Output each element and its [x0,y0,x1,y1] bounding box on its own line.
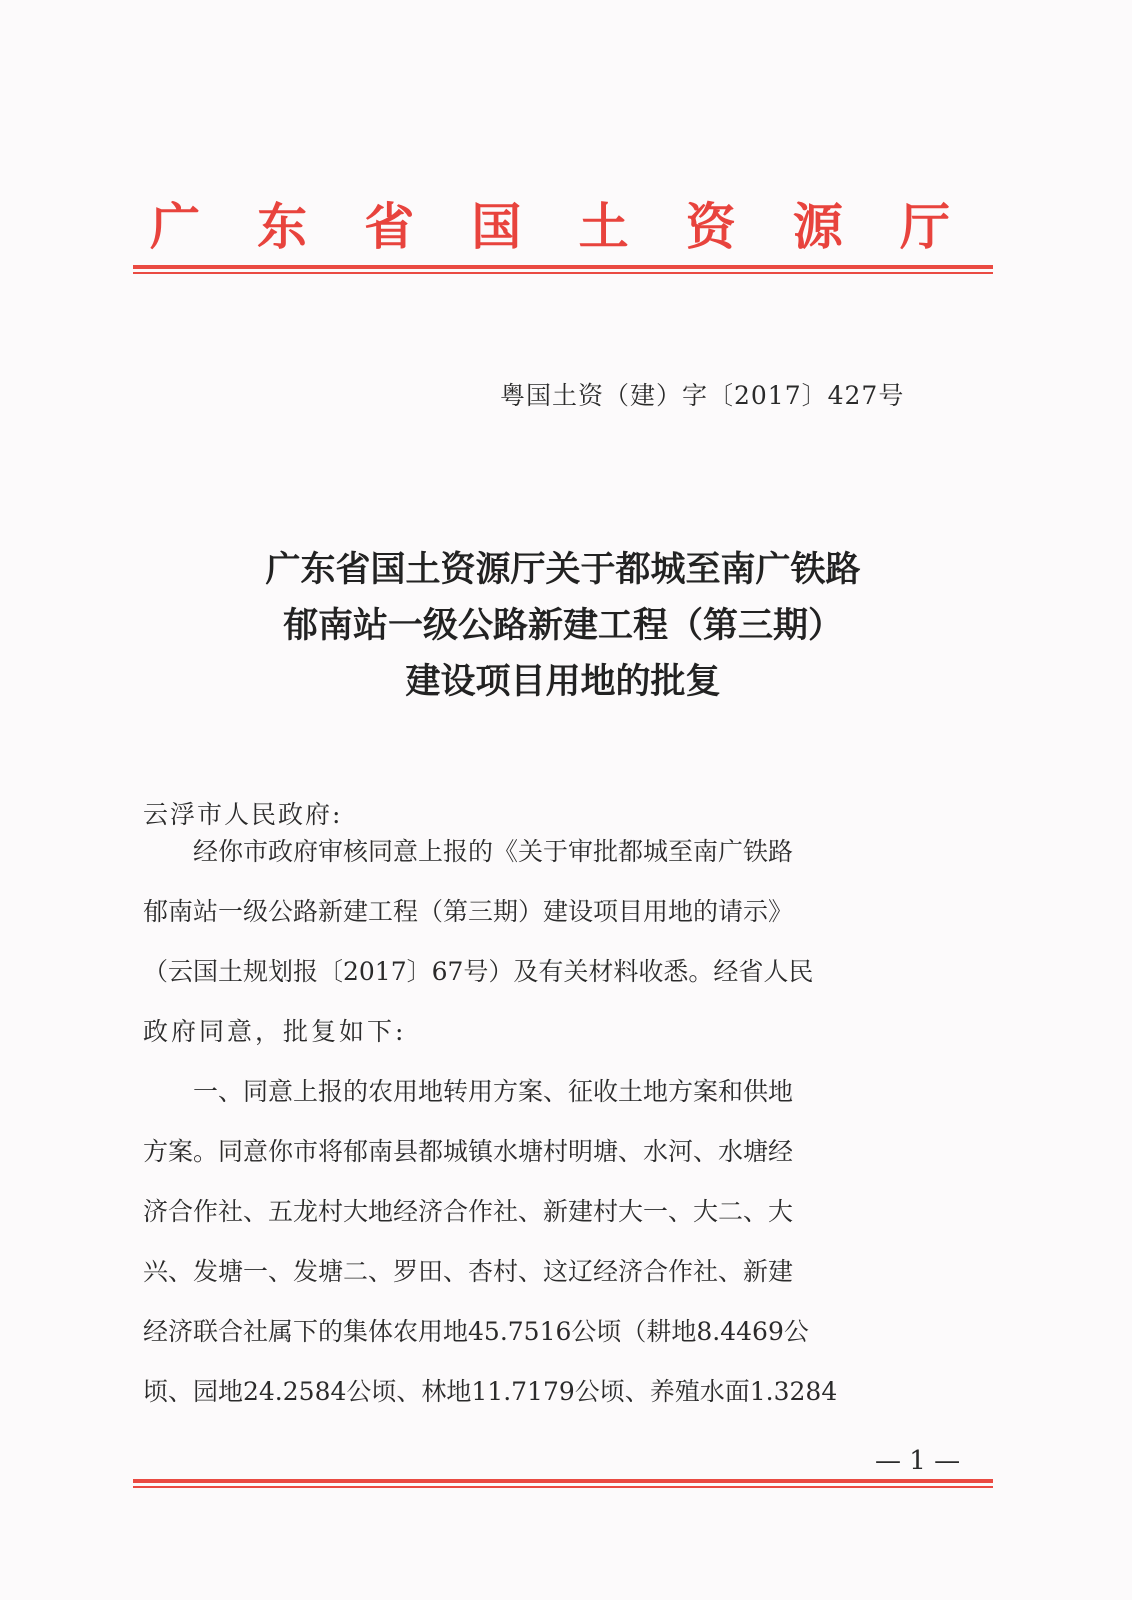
header-char: 资 [685,198,736,256]
text-line: 一、同意上报的农用地转用方案、征收土地方案和供地 [143,1077,794,1106]
text-line: 郁南站一级公路新建工程（第三期）建设项目用地的请示》 [143,897,794,926]
text-line: 兴、发塘一、发塘二、罗田、杏村、这辽经济合作社、新建 [143,1257,794,1286]
header-char: 广 [150,198,200,256]
title-line: 郁南站一级公路新建工程（第三期） [282,606,843,646]
header-char: 国 [471,198,522,256]
text-line: 经济联合社属下的集体农用地45.7516公顷（耕地8.4469公 [143,1317,809,1346]
text-line: 济合作社、五龙村大地经济合作社、新建村大一、大二、大 [143,1197,794,1226]
paragraph-intro [143,822,973,1062]
issuing-authority-header [150,188,950,258]
document-title [133,542,993,710]
header-char: 土 [578,198,629,256]
header-divider [133,265,993,274]
header-char: 源 [792,198,843,256]
footer-divider [133,1479,993,1488]
document-number: 粤国土资（建）字〔2017〕427号 [500,381,905,410]
text-line: 经你市政府审核同意上报的《关于审批都城至南广铁路 [143,837,794,866]
title-line: 建设项目用地的批复 [405,662,721,702]
salutation: 云浮市人民政府: [143,800,343,829]
text-line: 方案。同意你市将郁南县都城镇水塘村明塘、水河、水塘经 [143,1137,794,1166]
text-line: （云国土规划报〔2017〕67号）及有关材料收悉。经省人民 [143,957,814,986]
header-char: 东 [257,198,308,256]
text-line: 政府同意，批复如下: [143,1017,407,1046]
paragraph-item-one [143,1062,973,1422]
header-char: 省 [364,198,415,256]
page-number: — 1 — [875,1446,961,1476]
text-line: 顷、园地24.2584公顷、林地11.7179公顷、养殖水面1.3284 [143,1377,838,1406]
title-line: 广东省国土资源厅关于都城至南广铁路 [265,550,861,590]
header-char: 厅 [899,198,950,256]
